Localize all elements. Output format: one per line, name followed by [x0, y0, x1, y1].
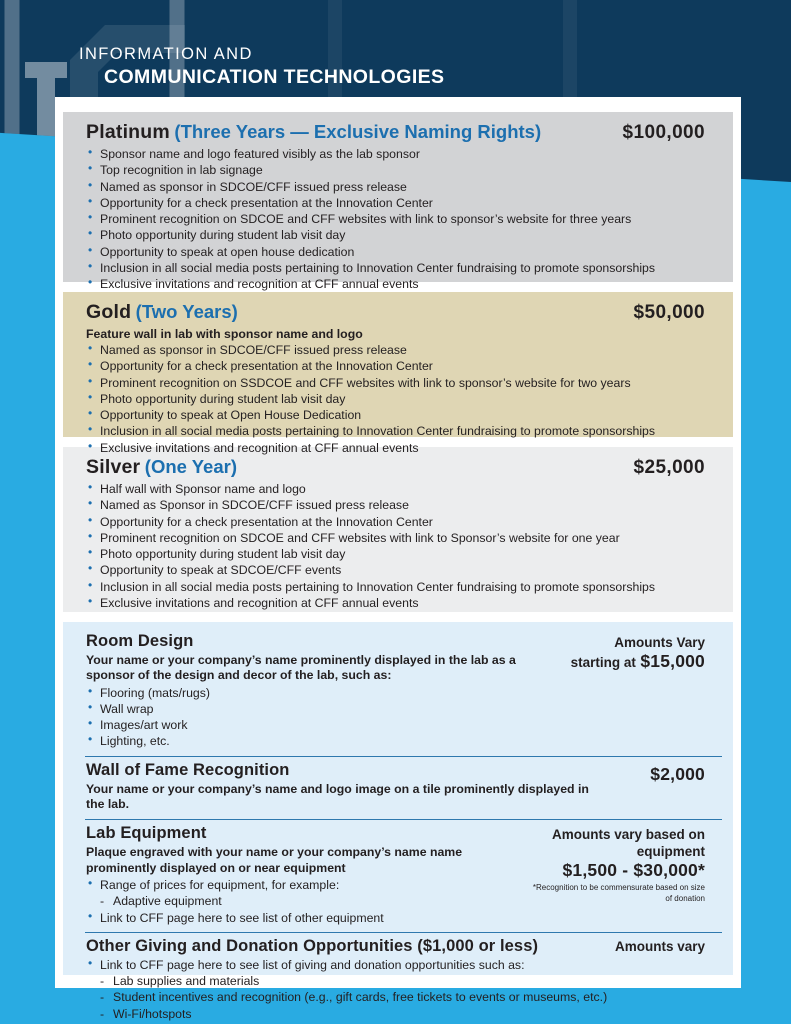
benefit-item: • Exclusive invitations and recognition at CFF annual events — [86, 277, 705, 291]
opportunity-title: Lab Equipment — [86, 824, 207, 843]
opportunity-item: • Lighting, etc. — [86, 734, 525, 748]
amount-note: *Recognition to be commensurate based on size of donation — [532, 883, 705, 903]
tier-platinum-header — [86, 121, 705, 144]
benefit-item: • Named as sponsor in SDCOE/CFF issued press release — [86, 343, 705, 357]
benefit-item: • Photo opportunity during student lab visit day — [86, 392, 705, 406]
tier-qualifier: (One Year) — [144, 456, 237, 477]
tier-platinum-title — [86, 121, 541, 144]
tier-price: $100,000 — [622, 122, 705, 143]
opportunity-item: • Images/art work — [86, 718, 525, 732]
tier-gold-title — [86, 301, 238, 324]
opportunity-other-giving — [63, 937, 733, 1023]
opportunity-room-design — [63, 632, 733, 751]
benefit-item: • Inclusion in all social media posts pertaining to Innovation Center fundraising to promote sponsorships — [86, 580, 705, 594]
opportunity-title: Room Design — [86, 632, 194, 650]
benefit-item: • Prominent recognition on SDCOE and CFF websites with link to Sponsor’s website for one year — [86, 531, 705, 545]
opportunity-room-design-content — [86, 632, 525, 751]
benefit-item: • Photo opportunity during student lab visit day — [86, 228, 705, 242]
tier-name: Silver — [86, 456, 141, 478]
opportunity-sub-item: - Lab supplies and materials — [86, 974, 705, 988]
page-title-line1: INFORMATION AND — [79, 45, 253, 63]
section-divider — [85, 756, 722, 757]
opportunity-lab-equipment-content — [86, 824, 525, 926]
benefit-item: • Top recognition in lab signage — [86, 163, 705, 177]
benefit-item: • Inclusion in all social media posts pertaining to Innovation Center fundraising to promote sponsorships — [86, 424, 705, 438]
amount-value: $2,000 — [650, 763, 705, 784]
tier-gold-subtitle: Feature wall in lab with sponsor name and logo — [86, 327, 363, 341]
opportunity-description: Your name or your company’s name and logo image on a tile prominently displayed in the lab. — [86, 781, 589, 812]
opportunity-wall-of-fame — [63, 761, 733, 815]
opportunity-amount — [595, 761, 705, 785]
opportunity-sub-item: - Student incentives and recognition (e.g., gift cards, free tickets to events or museums, etc.) — [86, 990, 705, 1004]
tier-silver-title — [86, 456, 237, 479]
amount-prefix: starting at — [570, 655, 636, 671]
tier-gold-benefits — [86, 343, 705, 455]
tier-silver-header — [86, 456, 705, 479]
tier-name: Platinum — [86, 121, 170, 143]
tier-gold — [63, 292, 733, 455]
tier-price: $25,000 — [633, 457, 705, 478]
opportunity-item: • Wall wrap — [86, 702, 525, 716]
benefit-item: • Inclusion in all social media posts pertaining to Innovation Center fundraising to promote sponsorships — [86, 261, 705, 275]
opportunity-item: • Range of prices for equipment, for example: — [86, 878, 525, 892]
amount-label: Amounts vary — [614, 938, 705, 954]
giving-opportunities-panel — [63, 622, 733, 1021]
opportunity-sub-item: - Adaptive equipment — [86, 894, 525, 908]
benefit-item: • Named as Sponsor in SDCOE/CFF issued press release — [86, 498, 705, 512]
content-card — [55, 97, 741, 1021]
tier-platinum — [63, 112, 733, 291]
opportunity-other-giving-content — [86, 937, 705, 1023]
benefit-item: • Sponsor name and logo featured visibly as the lab sponsor — [86, 147, 705, 161]
section-divider — [85, 819, 722, 820]
opportunity-item: • Link to CFF page here to see list of other equipment — [86, 911, 525, 925]
opportunity-item: • Flooring (mats/rugs) — [86, 686, 525, 700]
amount-label: Amounts Vary — [614, 635, 705, 650]
benefit-item: • Prominent recognition on SSDCOE and CFF websites with link to sponsor’s website for two years — [86, 376, 705, 390]
benefit-item: • Opportunity for a check presentation at the Innovation Center — [86, 196, 705, 210]
page-title — [79, 45, 444, 89]
opportunity-wall-of-fame-content — [86, 761, 595, 815]
tier-name: Gold — [86, 301, 132, 323]
benefit-item: • Opportunity for a check presentation at the Innovation Center — [86, 359, 705, 373]
opportunity-description: Your name or your company’s name prominently displayed in the lab as a sponsor of the design and decor of the lab, such as: — [86, 653, 516, 683]
amount-label: Amounts vary based on equipment — [551, 827, 705, 859]
tier-gold-header — [86, 301, 705, 324]
benefit-item: • Exclusive invitations and recognition at CFF annual events — [86, 441, 705, 455]
opportunity-sub-item: - Wi-Fi/hotspots — [86, 1007, 705, 1021]
benefit-item: • Exclusive invitations and recognition at CFF annual events — [86, 596, 705, 610]
tier-silver — [63, 447, 733, 612]
section-divider — [85, 932, 722, 933]
tier-qualifier: (Three Years — Exclusive Naming Rights) — [174, 121, 542, 142]
tier-silver-benefits — [86, 482, 705, 610]
tier-qualifier: (Two Years) — [135, 301, 238, 322]
opportunity-description: Plaque engraved with your name or your company’s name name prominently displayed on or near equipment — [86, 845, 463, 875]
tier-platinum-benefits — [86, 147, 705, 291]
benefit-item: • Half wall with Sponsor name and logo — [86, 482, 705, 496]
opportunity-items — [86, 878, 525, 925]
page-title-line2: COMMUNICATION TECHNOLOGIES — [104, 66, 445, 88]
opportunity-header-row — [86, 937, 705, 958]
benefit-item: • Named as sponsor in SDCOE/CFF issued press release — [86, 180, 705, 194]
benefit-item: • Prominent recognition on SDCOE and CFF websites with link to sponsor’s website for three years — [86, 212, 705, 226]
amount-value: $15,000 — [640, 651, 705, 672]
benefit-item: • Opportunity to speak at Open House Dedication — [86, 408, 705, 422]
benefit-item: • Opportunity to speak at open house dedication — [86, 245, 705, 259]
amount-value: $1,500 - $30,000* — [562, 860, 705, 881]
benefit-item: • Opportunity for a check presentation at the Innovation Center — [86, 515, 705, 529]
opportunity-item: • Link to CFF page here to see list of giving and donation opportunities such as: — [86, 958, 705, 972]
opportunity-amount — [525, 824, 705, 904]
opportunity-lab-equipment — [63, 824, 733, 926]
opportunity-items — [86, 958, 705, 1021]
benefit-item: • Photo opportunity during student lab visit day — [86, 547, 705, 561]
opportunity-items — [86, 686, 525, 749]
opportunity-title: Wall of Fame Recognition — [86, 760, 290, 779]
benefit-item: • Opportunity to speak at SDCOE/CFF events — [86, 563, 705, 577]
opportunity-title: Other Giving and Donation Opportunities ($1,000 or less) — [86, 936, 539, 955]
amount-line — [525, 651, 705, 672]
tier-price: $50,000 — [633, 302, 705, 323]
opportunity-amount — [525, 632, 705, 672]
